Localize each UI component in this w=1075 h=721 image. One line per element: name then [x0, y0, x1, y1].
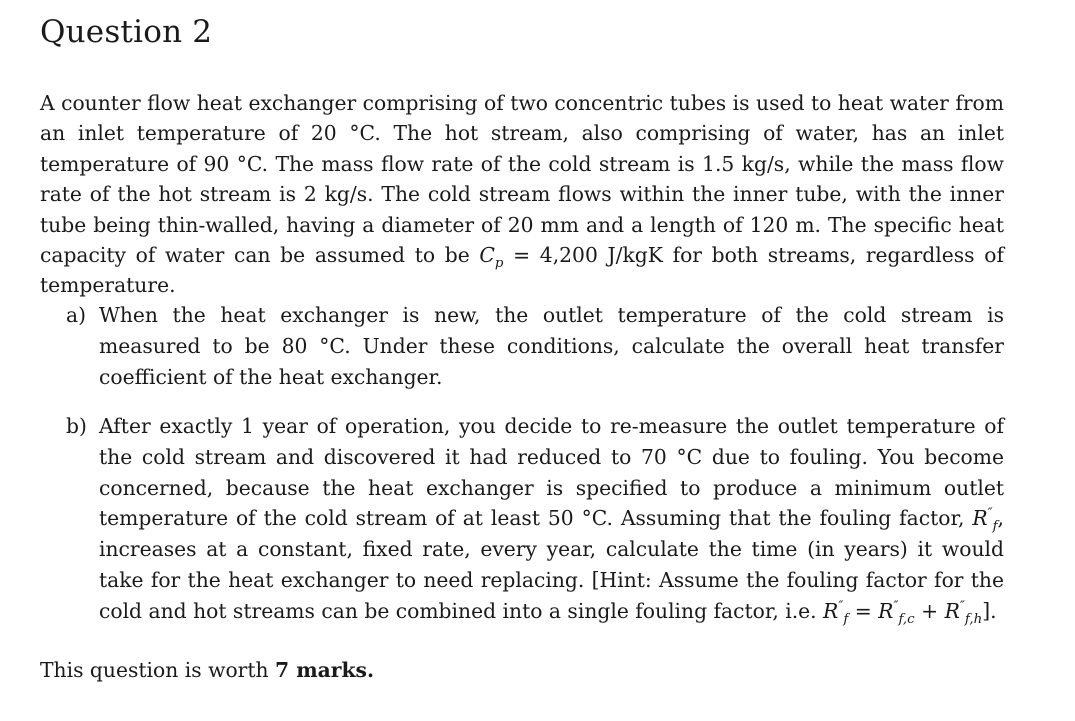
part-a [66, 300, 1004, 392]
part-b-text-1: After exactly 1 year of operation, you decide to re-measure the outlet temperature of the cold stream and discovered it had reduced to 70 °C due to fouling. You become concerned, because the heat exchanger is specified to produce a minimum outlet temperature of the cold stream of at least 50 °C. Assuming that the fouling factor, [99, 414, 1004, 531]
part-b [66, 411, 1004, 627]
cp-symbol: $C_p$ [479, 243, 504, 272]
part-b-text-2: , increases at a constant, fixed rate, every year, calculate the time (in years) it would take for the heat exchanger to need replacing. [Hint: Assume the fouling factor for the cold and hot streams can be combined into a single fouling factor, i.e. [99, 506, 1004, 623]
part-a-label: a) [66, 303, 87, 327]
part-b-text [99, 411, 1004, 627]
marks-value: 7 marks. [275, 658, 375, 682]
marks-statement [40, 655, 374, 685]
part-a-text: When the heat exchanger is new, the outlet temperature of the cold stream is measured to be 80 °C. Under these conditions, calculate the overall heat transfer coefficient of the heat exchanger. [99, 303, 1004, 389]
question-intro [40, 88, 1004, 301]
intro-text-part2: = 4,200 J/kgK for both streams, regardless of temperature. [40, 243, 1004, 298]
question-title: Question 2 [40, 14, 213, 50]
part-b-text-3: ]. [982, 598, 997, 623]
part-b-label: b) [66, 414, 87, 438]
fouling-factor-symbol: $R''_f$ [972, 506, 998, 535]
marks-prefix: This question is worth [40, 658, 276, 682]
intro-text-part1: A counter flow heat exchanger comprising of two concentric tubes is used to heat water from an inlet temperature of 20 °C. The hot stream, also comprising of water, has an inlet temperature of 90 °C. The mass flow rate of the cold stream is 1.5 kg/s, while the mass flow rate of the hot stream is 2 kg/s. The cold stream flows within the inner tube, with the inner tube being thin-walled, having a diameter of 20 mm and a length of 120 m. The specific heat capacity of water can be assumed to be [40, 91, 1004, 268]
fouling-equation: $R''_f = R''_{f,c} + R''_{f,h}$ [823, 598, 983, 627]
